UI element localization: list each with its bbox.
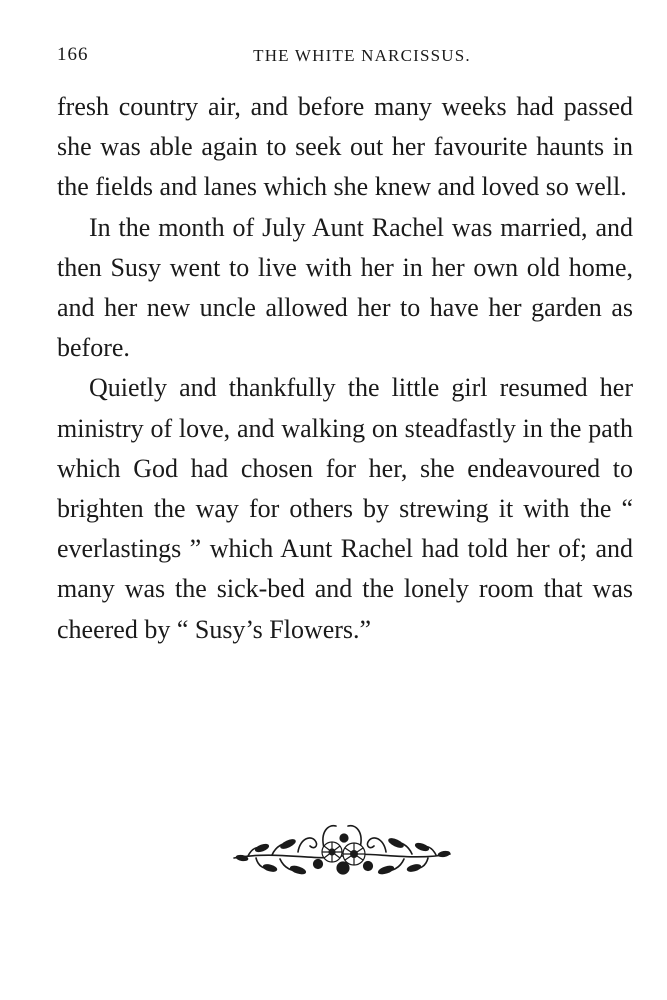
- running-head: THE WHITE NARCISSUS.: [253, 46, 471, 65]
- page-header: [57, 44, 633, 74]
- page-number: 166: [57, 44, 89, 65]
- floral-tailpiece-icon: [228, 818, 456, 884]
- paragraph-3: Quietly and thankfully the little girl resumed her ministry of love, and walking on steadfastly in the path which God had chosen for her, she endeavoured to brighten the way for others by strewing it with the “ everlastings ” which Aunt Rachel had told her of; and many was the sick-bed and the lonely room that was cheered by “ Susy’s Flowers.”: [57, 373, 633, 644]
- body-text: [57, 87, 633, 650]
- paragraph-1: fresh country air, and before many weeks had passed she was able again to seek out her favourite haunts in the fields and lanes which she knew and loved so well.: [57, 92, 633, 202]
- paragraph-2: In the month of July Aunt Rachel was married, and then Susy went to live with her in her own old home, and her new uncle allowed her to have her garden as before.: [57, 212, 633, 363]
